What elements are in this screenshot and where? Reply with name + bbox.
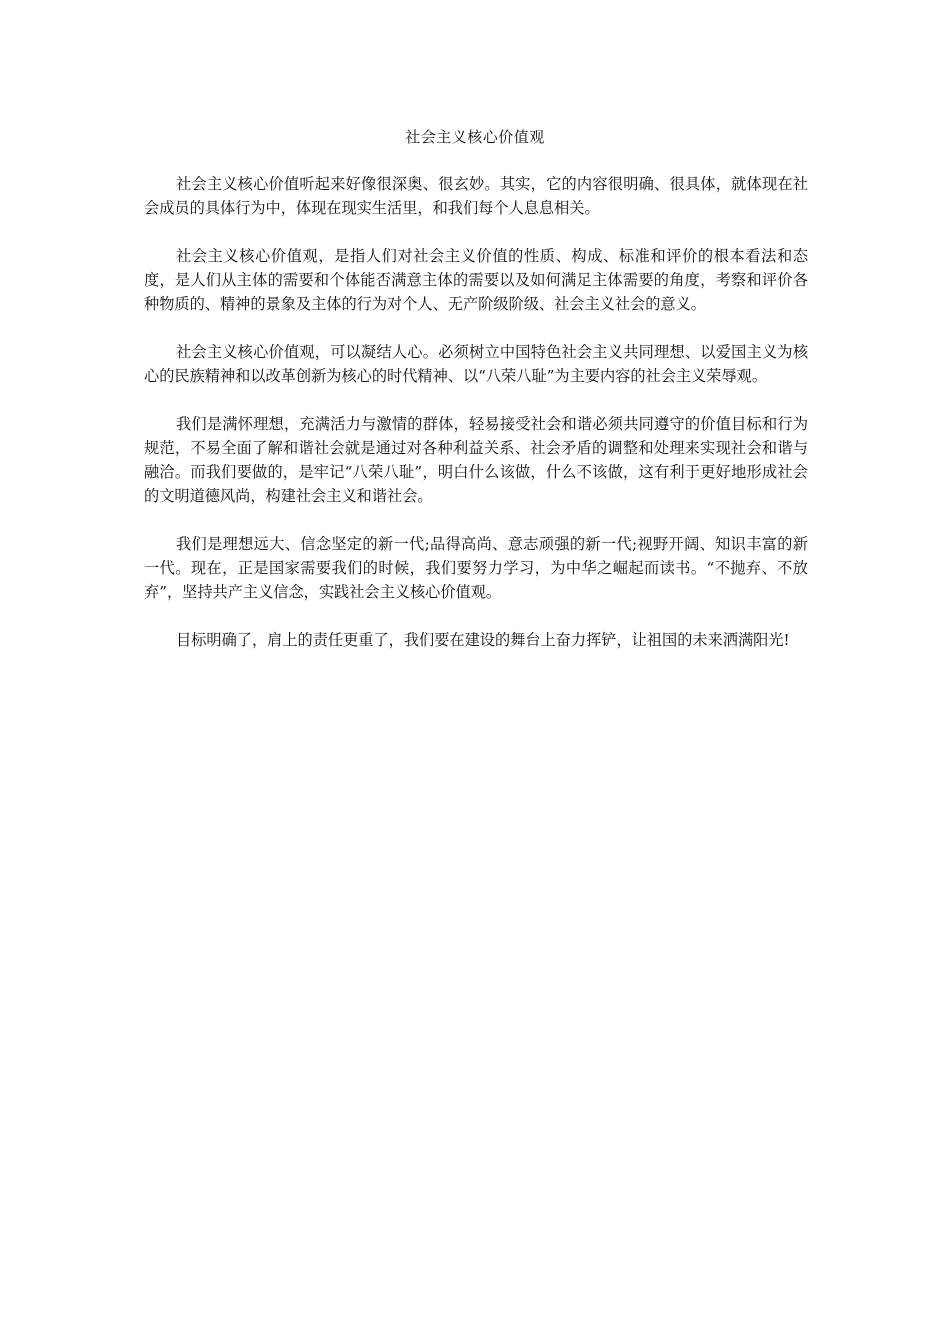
paragraph-5: 我们是理想远大、信念坚定的新一代;品得高尚、意志顽强的新一代;视野开阔、知识丰富的新一代。现在，正是国家需要我们的时候，我们要努力学习，为中华之崛起而读书。“不抛弃、不放弃”，坚持共产主义信念，实践社会主义核心价值观。 (144, 535, 808, 601)
paragraph-3: 社会主义核心价值观，可以凝结人心。必须树立中国特色社会主义共同理想、以爱国主义为核心的民族精神和以改革创新为核心的时代精神、以“八荣八耻”为主要内容的社会主义荣辱观。 (144, 343, 808, 385)
paragraph-6: 目标明确了，肩上的责任更重了，我们要在建设的舞台上奋力挥铲，让祖国的未来洒满阳光! (176, 631, 790, 649)
document-title: 社会主义核心价值观 (405, 128, 545, 146)
paragraph-1: 社会主义核心价值听起来好像很深奥、很玄妙。其实，它的内容很明确、很具体，就体现在社会成员的具体行为中，体现在现实生活里，和我们每个人息息相关。 (144, 175, 808, 217)
paragraph-2: 社会主义核心价值观，是指人们对社会主义价值的性质、构成、标准和评价的根本看法和态度，是人们从主体的需要和个体能否满意主体的需要以及如何满足主体需要的角度，考察和评价各种物质的、精神的景象及主体的行为对个人、无产阶级阶级、社会主义社会的意义。 (144, 247, 808, 313)
document-body (144, 172, 808, 676)
paragraph-4: 我们是满怀理想，充满活力与激情的群体，轻易接受社会和谐必须共同遵守的价值目标和行为规范，不易全面了解和谐社会就是通过对各种利益关系、社会矛盾的调整和处理来实现社会和谐与融洽。而我们要做的，是牢记“八荣八耻”，明白什么该做，什么不该做，这有利于更好地形成社会的文明道德风尚，构建社会主义和谐社会。 (144, 415, 808, 505)
